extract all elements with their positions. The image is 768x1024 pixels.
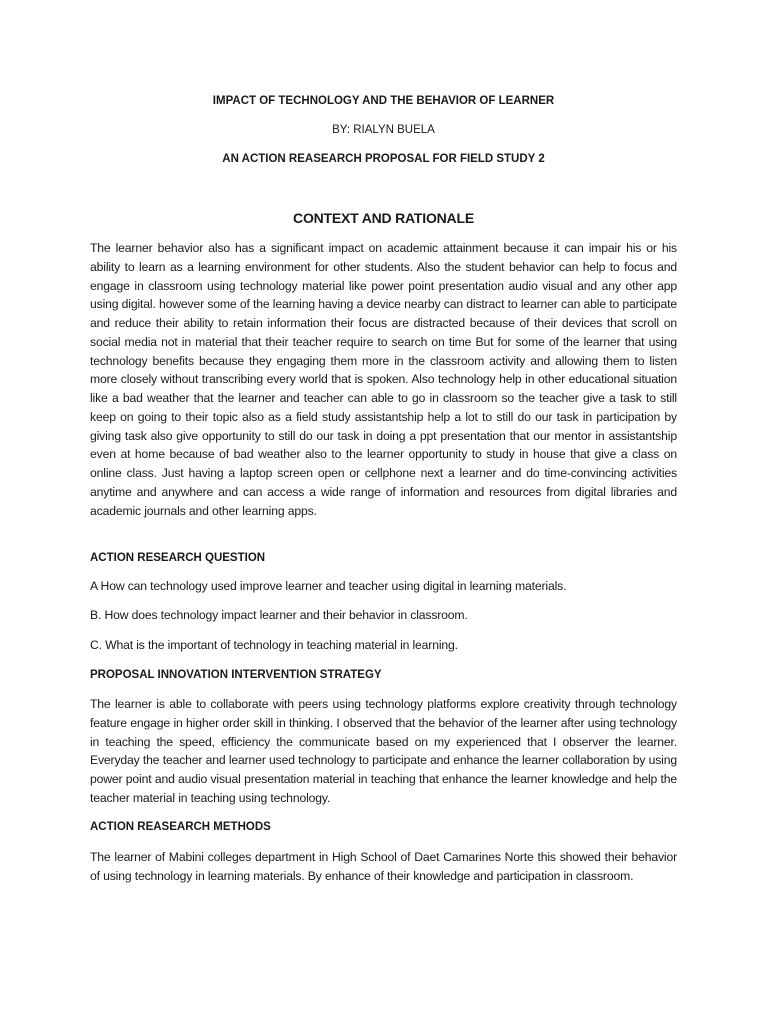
document-author: BY: RIALYN BUELA [332, 124, 435, 136]
context-paragraph: The learner behavior also has a significant impact on academic attainment because it can impair his or his ability to learn as a learning environment for other students. Also the student behavior can help to focus and engage in classroom using technology material like power point presentation audio visual and any other app using digital. however some of the learning having a device nearby can distract to learner can able to participate and reduce their ability to retain information their focus are distracted because of their devices that scroll on social media not in material that their teacher require to search on time But for some of the learner that using technology benefits because they engaging them more in the classroom activity and allowing them to listen more closely without transcribing every world that is spoken. Also technology help in other educational situation like a bad weather that the learner and teacher can able to go in classroom so the teacher give a task to still keep on going to their topic also as a field study assistantship help a lot to still do our task in participation by giving task also give opportunity to still do our task in doing a ppt presentation that our mentor in assistantship even at home because of bad weather also to the learner opportunity to study in house that give a class on online class. Just having a laptop screen open or cellphone next a learner and do time-convincing activities anytime and anywhere and can access a wide range of information and resources from digital libraries and academic journals and other learning apps. [90, 241, 677, 518]
document-title: IMPACT OF TECHNOLOGY AND THE BEHAVIOR OF LEARNER [212, 95, 555, 107]
question-heading: ACTION RESEARCH QUESTION [90, 552, 266, 564]
question-item-b: B. How does technology impact learner and their behavior in classroom. [90, 608, 468, 622]
methods-paragraph: The learner of Mabini colleges department in High School of Daet Camarines Norte this showed their behavior of using technology in learning materials. By enhance of their knowledge and participation in classroom. [90, 850, 677, 883]
methods-heading: ACTION REASEARCH METHODS [90, 821, 271, 833]
question-item-a: A How can technology used improve learner and teacher using digital in learning materials. [90, 579, 567, 593]
strategy-heading: PROPOSAL INNOVATION INTERVENTION STRATEGY [90, 669, 382, 681]
context-heading: CONTEXT AND RATIONALE [293, 210, 474, 226]
document-subtitle: AN ACTION REASEARCH PROPOSAL FOR FIELD STUDY 2 [222, 153, 545, 165]
question-item-c: C. What is the important of technology in teaching material in learning. [90, 638, 458, 652]
strategy-paragraph: The learner is able to collaborate with peers using technology platforms explore creativity through technology feature engage in higher order skill in thinking. I observed that the behavior of the learner after using technology in teaching the speed, efficiency the communicate based on my experienced that I observer the learner. Everyday the teacher and learner used technology to participate and enhance the learner collaboration by using power point and audio visual presentation material in teaching that enhance the learner knowledge and help the teacher material in teaching using technology. [90, 697, 677, 805]
